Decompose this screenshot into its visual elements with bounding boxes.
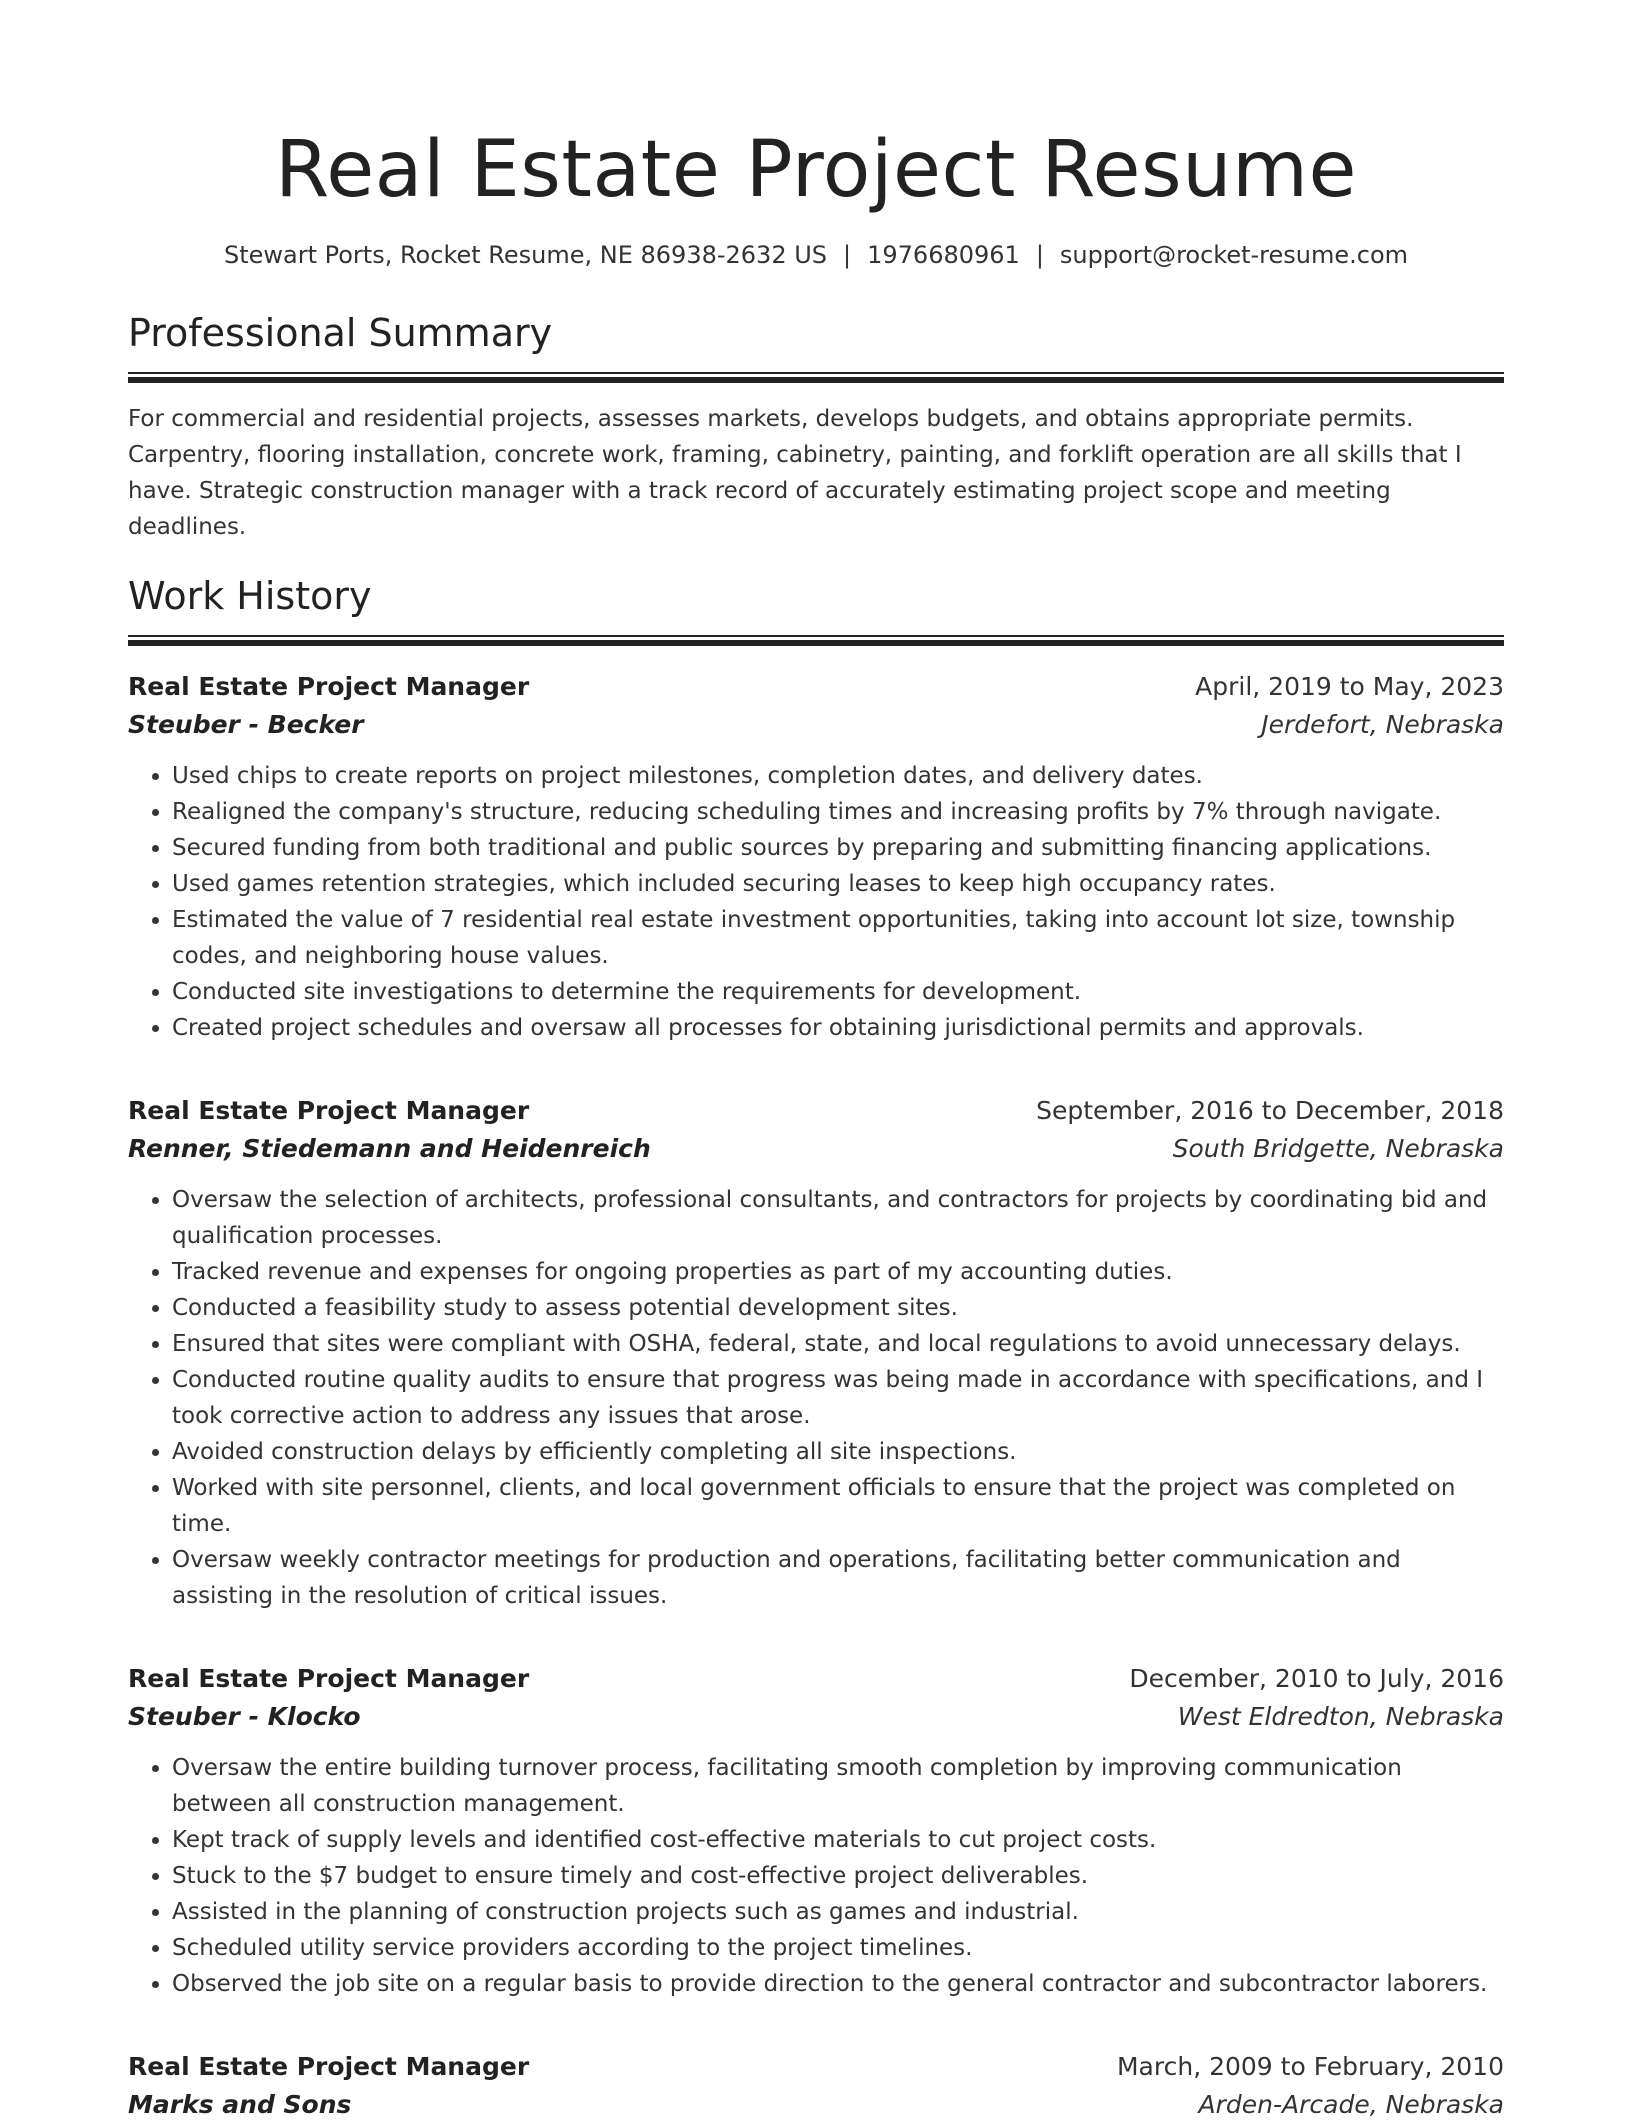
job-title: Real Estate Project Manager [128, 2052, 530, 2081]
address: Stewart Ports, Rocket Resume, NE 86938-2632 US [223, 241, 828, 269]
list-item: • Realigned the company's structure, reducing scheduling times and increasing profits by 7% through navigate. [172, 794, 1504, 830]
list-item: • Scheduled utility service providers according to the project timelines. [172, 1930, 1504, 1966]
list-item: • Stuck to the $7 budget to ensure timely and cost-effective project deliverables. [172, 1858, 1504, 1894]
section-heading: Work History [128, 574, 372, 618]
list-item: • Oversaw the selection of architects, professional consultants, and contractors for projects by coordinating bid and qualification processes. [172, 1182, 1504, 1254]
job-list [128, 668, 1504, 2124]
professional-summary-section [128, 308, 1504, 545]
separator: | [843, 241, 852, 269]
list-item: • Conducted a feasibility study to assess potential development sites. [172, 1290, 1504, 1326]
list-item: • Tracked revenue and expenses for ongoing properties as part of my accounting duties. [172, 1254, 1504, 1290]
list-item: • Created project schedules and oversaw all processes for obtaining jurisdictional permits and approvals. [172, 1010, 1504, 1046]
job-company: Steuber - Klocko [128, 1702, 361, 1731]
job-title: Real Estate Project Manager [128, 1096, 530, 1125]
job-entry [128, 1092, 1504, 1614]
job-bullet-list [128, 758, 1504, 1046]
job-company: Renner, Stiedemann and Heidenreich [128, 1134, 651, 1163]
job-dates: April, 2019 to May, 2023 [1195, 672, 1504, 701]
contact-line [128, 238, 1504, 272]
job-entry [128, 668, 1504, 1046]
job-location: Jerdefort, Nebraska [1261, 710, 1504, 739]
list-item: • Ensured that sites were compliant with OSHA, federal, state, and local regulations to avoid unnecessary delays. [172, 1326, 1504, 1362]
list-item: • Used games retention strategies, which included securing leases to keep high occupancy rates. [172, 866, 1504, 902]
job-location: South Bridgette, Nebraska [1172, 1134, 1504, 1163]
job-company-row [128, 706, 1504, 744]
list-item: • Avoided construction delays by efficiently completing all site inspections. [172, 1434, 1504, 1470]
list-item: • Secured funding from both traditional and public sources by preparing and submitting financing applications. [172, 830, 1504, 866]
list-item: • Conducted routine quality audits to ensure that progress was being made in accordance with specifications, and I took corrective action to address any issues that arose. [172, 1362, 1504, 1434]
job-header-row [128, 1092, 1504, 1130]
job-company: Steuber - Becker [128, 710, 364, 739]
list-item: • Kept track of supply levels and identified cost-effective materials to cut project costs. [172, 1822, 1504, 1858]
list-item: • Used chips to create reports on project milestones, completion dates, and delivery dates. [172, 758, 1504, 794]
job-dates: March, 2009 to February, 2010 [1116, 2052, 1504, 2081]
job-location: Arden-Arcade, Nebraska [1198, 2090, 1504, 2119]
job-header-row [128, 668, 1504, 706]
section-divider [128, 372, 1504, 383]
list-item: • Worked with site personnel, clients, and local government officials to ensure that the project was completed on time. [172, 1470, 1504, 1542]
section-heading: Professional Summary [128, 311, 553, 355]
resume-page [128, 0, 1504, 2124]
job-bullet-list [128, 1182, 1504, 1614]
phone: 1976680961 [867, 241, 1020, 269]
job-entry [128, 1660, 1504, 2002]
list-item: • Assisted in the planning of construction projects such as games and industrial. [172, 1894, 1504, 1930]
resume-title: Real Estate Project Resume [275, 125, 1357, 215]
job-title: Real Estate Project Manager [128, 1664, 530, 1693]
job-bullet-list [128, 1750, 1504, 2002]
job-company-row [128, 2086, 1504, 2124]
job-company-row [128, 1698, 1504, 1736]
job-company-row [128, 1130, 1504, 1168]
job-dates: September, 2016 to December, 2018 [1036, 1096, 1504, 1125]
job-company: Marks and Sons [128, 2090, 352, 2119]
job-location: West Eldredton, Nebraska [1177, 1702, 1504, 1731]
list-item: • Oversaw the entire building turnover process, facilitating smooth completion by improving communication between all construction management. [172, 1750, 1504, 1822]
list-item: • Observed the job site on a regular basis to provide direction to the general contractor and subcontractor laborers. [172, 1966, 1504, 2002]
summary-text: For commercial and residential projects, assesses markets, develops budgets, and obtains appropriate permits. Carpentry, flooring installation, concrete work, framing, cabinetry, painting, and forklift operation are all skills that I have. Strategic construction manager with a track record of accurately estimating project scope and meeting deadlines. [128, 406, 1462, 540]
job-header-row [128, 1660, 1504, 1698]
job-title: Real Estate Project Manager [128, 672, 530, 701]
separator: | [1035, 241, 1044, 269]
section-divider [128, 635, 1504, 646]
list-item: • Estimated the value of 7 residential real estate investment opportunities, taking into account lot size, township codes, and neighboring house values. [172, 902, 1504, 974]
job-dates: December, 2010 to July, 2016 [1129, 1664, 1504, 1693]
work-history-section [128, 571, 1504, 2124]
list-item: • Oversaw weekly contractor meetings for production and operations, facilitating better communication and assisting in the resolution of critical issues. [172, 1542, 1504, 1614]
email: support@rocket-resume.com [1059, 241, 1409, 269]
job-header-row [128, 2048, 1504, 2086]
job-entry [128, 2048, 1504, 2124]
list-item: • Conducted site investigations to determine the requirements for development. [172, 974, 1504, 1010]
